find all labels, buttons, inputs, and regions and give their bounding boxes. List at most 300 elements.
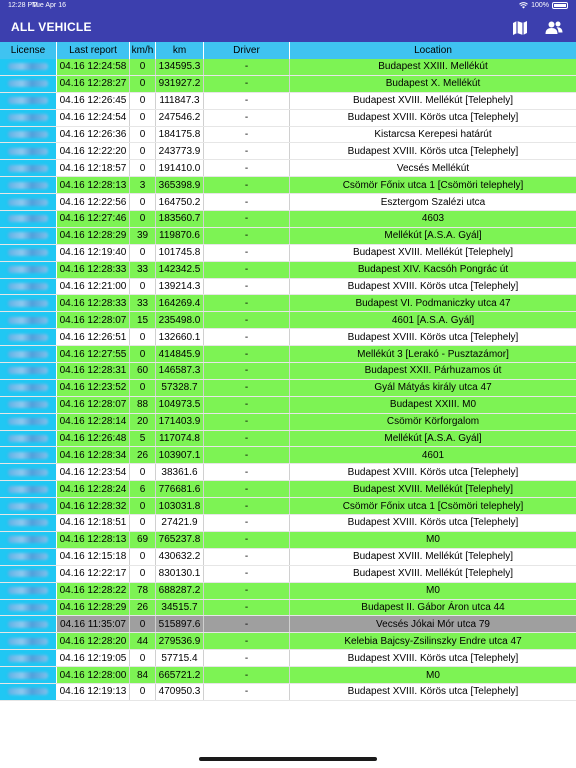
- speed-cell: 0: [130, 279, 156, 295]
- last-report-cell: 04.16 12:28:29: [57, 228, 130, 244]
- license-cell: [0, 211, 57, 227]
- license-redacted: [8, 655, 48, 662]
- status-time: 12:28 PM: [8, 2, 38, 9]
- license-cell: [0, 110, 57, 126]
- license-cell: [0, 295, 57, 311]
- table-row[interactable]: [0, 431, 576, 448]
- table-row[interactable]: [0, 279, 576, 296]
- location-cell: Budapest VI. Podmaniczky utca 47: [355, 297, 511, 309]
- odometer-cell: 38361.6: [156, 464, 204, 480]
- odometer-cell: 101745.8: [156, 245, 204, 261]
- driver-cell: -: [204, 667, 290, 683]
- location-cell: Budapest XVIII. Körös utca [Telephely]: [347, 281, 519, 293]
- license-redacted: [8, 570, 48, 577]
- last-report-cell: 04.16 12:28:29: [57, 600, 130, 616]
- license-redacted: [8, 401, 48, 408]
- odometer-cell: 243773.9: [156, 143, 204, 159]
- speed-cell: 0: [130, 194, 156, 210]
- table-row[interactable]: [0, 532, 576, 549]
- location-cell: Csömör Körforgalom: [386, 416, 480, 428]
- odometer-cell: 247546.2: [156, 110, 204, 126]
- license-redacted: [8, 215, 48, 222]
- odometer-cell: 183560.7: [156, 211, 204, 227]
- license-cell: [0, 363, 57, 379]
- license-cell: [0, 414, 57, 430]
- driver-cell: -: [204, 295, 290, 311]
- odometer-cell: 191410.0: [156, 160, 204, 176]
- odometer-cell: 776681.6: [156, 481, 204, 497]
- table-row[interactable]: [0, 363, 576, 380]
- speed-cell: 0: [130, 329, 156, 345]
- speed-cell: 0: [130, 515, 156, 531]
- license-cell: [0, 633, 57, 649]
- driver-cell: -: [204, 532, 290, 548]
- license-cell: [0, 194, 57, 210]
- license-redacted: [8, 317, 48, 324]
- table-row[interactable]: [0, 447, 576, 464]
- driver-cell: -: [204, 498, 290, 514]
- status-bar: [0, 0, 576, 13]
- last-report-cell: 04.16 12:28:13: [57, 177, 130, 193]
- speed-cell: 26: [130, 600, 156, 616]
- driver-cell: -: [204, 346, 290, 362]
- table-row[interactable]: [0, 177, 576, 194]
- speed-cell: 88: [130, 397, 156, 413]
- location-cell: M0: [426, 534, 440, 546]
- license-cell: [0, 228, 57, 244]
- header-kmh[interactable]: km/h: [130, 42, 156, 59]
- odometer-cell: 103031.8: [156, 498, 204, 514]
- odometer-cell: 171403.9: [156, 414, 204, 430]
- last-report-cell: 04.16 12:28:33: [57, 295, 130, 311]
- table-row[interactable]: [0, 211, 576, 228]
- header-location[interactable]: Location: [414, 45, 452, 56]
- table-row[interactable]: [0, 228, 576, 245]
- last-report-cell: 04.16 12:28:34: [57, 447, 130, 463]
- last-report-cell: 04.16 12:28:32: [57, 498, 130, 514]
- speed-cell: 33: [130, 295, 156, 311]
- table-row[interactable]: [0, 464, 576, 481]
- license-cell: [0, 262, 57, 278]
- driver-cell: -: [204, 228, 290, 244]
- license-redacted: [8, 249, 48, 256]
- table-row[interactable]: [0, 143, 576, 160]
- license-redacted: [8, 300, 48, 307]
- driver-cell: -: [204, 279, 290, 295]
- table-row[interactable]: [0, 59, 576, 76]
- map-icon: [510, 18, 530, 38]
- last-report-cell: 04.16 12:28:14: [57, 414, 130, 430]
- odometer-cell: 103907.1: [156, 447, 204, 463]
- driver-cell: -: [204, 110, 290, 126]
- driver-cell: -: [204, 245, 290, 261]
- speed-cell: 0: [130, 211, 156, 227]
- page-title: ALL VEHICLE: [11, 20, 92, 34]
- driver-cell: -: [204, 380, 290, 396]
- header-driver[interactable]: Driver: [204, 42, 290, 59]
- last-report-cell: 04.16 12:28:24: [57, 481, 130, 497]
- table-header: [0, 42, 576, 59]
- location-cell: 4603: [421, 213, 445, 225]
- odometer-cell: 665721.2: [156, 667, 204, 683]
- driver-cell: -: [204, 160, 290, 176]
- odometer-cell: 104973.5: [156, 397, 204, 413]
- table-row[interactable]: [0, 194, 576, 211]
- license-cell: [0, 143, 57, 159]
- table-row[interactable]: [0, 380, 576, 397]
- speed-cell: 0: [130, 549, 156, 565]
- license-redacted: [8, 182, 48, 189]
- speed-cell: 0: [130, 127, 156, 143]
- table-row[interactable]: [0, 684, 576, 701]
- speed-cell: 3: [130, 177, 156, 193]
- table-row[interactable]: [0, 650, 576, 667]
- location-cell: Budapest XVIII. Körös utca [Telephely]: [347, 331, 519, 343]
- table-row[interactable]: [0, 312, 576, 329]
- last-report-cell: 04.16 12:24:58: [57, 59, 130, 75]
- odometer-cell: 139214.3: [156, 279, 204, 295]
- license-redacted: [8, 114, 48, 121]
- last-report-cell: 04.16 12:26:48: [57, 431, 130, 447]
- home-indicator[interactable]: [199, 757, 377, 761]
- speed-cell: 69: [130, 532, 156, 548]
- odometer-cell: 164750.2: [156, 194, 204, 210]
- location-cell: M0: [426, 669, 440, 681]
- driver-cell: -: [204, 600, 290, 616]
- odometer-cell: 117074.8: [156, 431, 204, 447]
- license-cell: [0, 397, 57, 413]
- odometer-cell: 146587.3: [156, 363, 204, 379]
- odometer-cell: 279536.9: [156, 633, 204, 649]
- last-report-cell: 04.16 12:27:46: [57, 211, 130, 227]
- last-report-cell: 04.16 12:19:40: [57, 245, 130, 261]
- license-cell: [0, 329, 57, 345]
- license-redacted: [8, 469, 48, 476]
- location-cell: Vecsés Mellékút: [396, 162, 470, 174]
- license-cell: [0, 481, 57, 497]
- last-report-cell: 04.16 12:28:31: [57, 363, 130, 379]
- odometer-cell: 931927.2: [156, 76, 204, 92]
- last-report-cell: 04.16 12:24:54: [57, 110, 130, 126]
- speed-cell: 5: [130, 431, 156, 447]
- battery-percent: 100%: [531, 2, 549, 9]
- table-row[interactable]: [0, 600, 576, 617]
- driver-cell: -: [204, 76, 290, 92]
- driver-cell: -: [204, 616, 290, 632]
- odometer-cell: 430632.2: [156, 549, 204, 565]
- license-redacted: [8, 418, 48, 425]
- license-redacted: [8, 621, 48, 628]
- location-cell: Mellékút 3 [Lerakó - Pusztazámor]: [357, 348, 509, 360]
- location-cell: Budapest XXIII. M0: [389, 399, 477, 411]
- speed-cell: 0: [130, 59, 156, 75]
- license-cell: [0, 431, 57, 447]
- speed-cell: 0: [130, 110, 156, 126]
- driver-cell: -: [204, 633, 290, 649]
- speed-cell: 0: [130, 380, 156, 396]
- license-cell: [0, 346, 57, 362]
- license-redacted: [8, 553, 48, 560]
- users-button[interactable]: [544, 18, 564, 38]
- driver-cell: -: [204, 414, 290, 430]
- driver-cell: -: [204, 397, 290, 413]
- speed-cell: 0: [130, 650, 156, 666]
- driver-cell: -: [204, 262, 290, 278]
- location-cell: Budapest XVIII. Körös utca [Telephely]: [347, 686, 519, 698]
- table-row[interactable]: [0, 633, 576, 650]
- location-cell: Mellékút [A.S.A. Gyál]: [384, 230, 482, 242]
- license-cell: [0, 583, 57, 599]
- license-cell: [0, 667, 57, 683]
- speed-cell: 44: [130, 633, 156, 649]
- odometer-cell: 515897.6: [156, 616, 204, 632]
- speed-cell: 0: [130, 160, 156, 176]
- driver-cell: -: [204, 177, 290, 193]
- driver-cell: -: [204, 684, 290, 700]
- location-cell: Budapest XIV. Kacsóh Pongrác út: [357, 264, 509, 276]
- last-report-cell: 04.16 12:19:05: [57, 650, 130, 666]
- driver-cell: -: [204, 127, 290, 143]
- driver-cell: -: [204, 363, 290, 379]
- location-cell: Mellékút [A.S.A. Gyál]: [384, 433, 482, 445]
- driver-cell: -: [204, 464, 290, 480]
- last-report-cell: 04.16 12:28:33: [57, 262, 130, 278]
- license-cell: [0, 650, 57, 666]
- map-button[interactable]: [510, 18, 530, 38]
- driver-cell: -: [204, 447, 290, 463]
- last-report-cell: 04.16 12:26:36: [57, 127, 130, 143]
- license-cell: [0, 464, 57, 480]
- table-row[interactable]: [0, 566, 576, 583]
- license-redacted: [8, 80, 48, 87]
- last-report-cell: 04.16 12:26:51: [57, 329, 130, 345]
- location-cell: Budapest XVIII. Mellékút [Telephely]: [352, 247, 514, 259]
- odometer-cell: 134595.3: [156, 59, 204, 75]
- table-row[interactable]: [0, 245, 576, 262]
- location-cell: Budapest II. Gábor Áron utca 44: [361, 601, 505, 613]
- navigation-bar: [0, 13, 576, 42]
- speed-cell: 0: [130, 464, 156, 480]
- license-cell: [0, 600, 57, 616]
- speed-cell: 20: [130, 414, 156, 430]
- location-cell: Budapest XVIII. Mellékút [Telephely]: [352, 568, 514, 580]
- location-cell: Budapest XVIII. Mellékút [Telephely]: [352, 551, 514, 563]
- table-row[interactable]: [0, 667, 576, 684]
- odometer-cell: 57328.7: [156, 380, 204, 396]
- status-date: Tue Apr 16: [32, 2, 66, 9]
- last-report-cell: 04.16 12:28:20: [57, 633, 130, 649]
- location-cell: M0: [426, 585, 440, 597]
- license-redacted: [8, 232, 48, 239]
- license-cell: [0, 380, 57, 396]
- location-cell: Csömör Főnix utca 1 [Csömöri telephely]: [342, 179, 524, 191]
- license-redacted: [8, 148, 48, 155]
- speed-cell: 78: [130, 583, 156, 599]
- license-cell: [0, 549, 57, 565]
- header-license[interactable]: License: [0, 42, 57, 59]
- driver-cell: -: [204, 481, 290, 497]
- last-report-cell: 04.16 12:21:00: [57, 279, 130, 295]
- table-row[interactable]: [0, 515, 576, 532]
- location-cell: Budapest XVIII. Körös utca [Telephely]: [347, 112, 519, 124]
- license-redacted: [8, 604, 48, 611]
- table-body: [0, 59, 576, 701]
- last-report-cell: 04.16 12:28:22: [57, 583, 130, 599]
- last-report-cell: 04.16 12:22:20: [57, 143, 130, 159]
- odometer-cell: 111847.3: [156, 93, 204, 109]
- table-row[interactable]: [0, 397, 576, 414]
- license-redacted: [8, 97, 48, 104]
- speed-cell: 0: [130, 498, 156, 514]
- table-row[interactable]: [0, 329, 576, 346]
- table-row[interactable]: [0, 583, 576, 600]
- location-cell: Budapest XVIII. Mellékút [Telephely]: [352, 483, 514, 495]
- header-km[interactable]: km: [156, 42, 204, 59]
- odometer-cell: 830130.1: [156, 566, 204, 582]
- table-row[interactable]: [0, 262, 576, 279]
- odometer-cell: 470950.3: [156, 684, 204, 700]
- license-redacted: [8, 672, 48, 679]
- table-row[interactable]: [0, 481, 576, 498]
- license-cell: [0, 76, 57, 92]
- license-redacted: [8, 503, 48, 510]
- location-cell: 4601 [A.S.A. Gyál]: [391, 314, 475, 326]
- speed-cell: 15: [130, 312, 156, 328]
- driver-cell: -: [204, 515, 290, 531]
- odometer-cell: 164269.4: [156, 295, 204, 311]
- last-report-cell: 04.16 12:27:55: [57, 346, 130, 362]
- last-report-cell: 04.16 12:28:07: [57, 312, 130, 328]
- table-row[interactable]: [0, 93, 576, 110]
- license-redacted: [8, 519, 48, 526]
- speed-cell: 0: [130, 616, 156, 632]
- table-row[interactable]: [0, 414, 576, 431]
- driver-cell: -: [204, 312, 290, 328]
- driver-cell: -: [204, 549, 290, 565]
- location-cell: Gyál Mátyás király utca 47: [374, 382, 492, 394]
- license-cell: [0, 312, 57, 328]
- odometer-cell: 132660.1: [156, 329, 204, 345]
- location-cell: Esztergom Szalézi utca: [380, 196, 486, 208]
- license-redacted: [8, 165, 48, 172]
- license-cell: [0, 532, 57, 548]
- last-report-cell: 04.16 12:18:51: [57, 515, 130, 531]
- speed-cell: 6: [130, 481, 156, 497]
- table-row[interactable]: [0, 549, 576, 566]
- battery-icon: [552, 2, 568, 9]
- odometer-cell: 34515.7: [156, 600, 204, 616]
- odometer-cell: 142342.5: [156, 262, 204, 278]
- speed-cell: 0: [130, 93, 156, 109]
- speed-cell: 0: [130, 76, 156, 92]
- driver-cell: -: [204, 650, 290, 666]
- location-cell: Budapest XVIII. Körös utca [Telephely]: [347, 652, 519, 664]
- header-last-report[interactable]: Last report: [57, 42, 130, 59]
- license-cell: [0, 279, 57, 295]
- last-report-cell: 04.16 12:15:18: [57, 549, 130, 565]
- license-redacted: [8, 351, 48, 358]
- odometer-cell: 765237.8: [156, 532, 204, 548]
- speed-cell: 0: [130, 245, 156, 261]
- status-right: [519, 2, 568, 9]
- license-redacted: [8, 334, 48, 341]
- speed-cell: 39: [130, 228, 156, 244]
- last-report-cell: 04.16 12:18:57: [57, 160, 130, 176]
- location-cell: 4601: [421, 449, 445, 461]
- odometer-cell: 27421.9: [156, 515, 204, 531]
- vehicle-table: [0, 42, 576, 701]
- location-cell: Budapest XXII. Párhuzamos út: [364, 365, 502, 377]
- odometer-cell: 414845.9: [156, 346, 204, 362]
- speed-cell: 26: [130, 447, 156, 463]
- location-cell: Budapest XVIII. Körös utca [Telephely]: [347, 466, 519, 478]
- driver-cell: -: [204, 194, 290, 210]
- location-cell: Budapest XVIII. Körös utca [Telephely]: [347, 517, 519, 529]
- last-report-cell: 04.16 12:28:13: [57, 532, 130, 548]
- last-report-cell: 04.16 12:28:07: [57, 397, 130, 413]
- license-cell: [0, 160, 57, 176]
- license-cell: [0, 566, 57, 582]
- location-cell: Vecsés Jókai Mór utca 79: [376, 618, 490, 630]
- license-redacted: [8, 266, 48, 273]
- table-row[interactable]: [0, 127, 576, 144]
- speed-cell: 0: [130, 684, 156, 700]
- driver-cell: -: [204, 329, 290, 345]
- location-cell: Csömör Főnix utca 1 [Csömöri telephely]: [342, 500, 524, 512]
- license-redacted: [8, 536, 48, 543]
- table-row[interactable]: [0, 110, 576, 127]
- last-report-cell: 04.16 11:35:07: [57, 616, 130, 632]
- license-redacted: [8, 63, 48, 70]
- location-cell: Budapest XVIII. Körös utca [Telephely]: [347, 145, 519, 157]
- license-cell: [0, 498, 57, 514]
- speed-cell: 0: [130, 346, 156, 362]
- odometer-cell: 365398.9: [156, 177, 204, 193]
- license-redacted: [8, 199, 48, 206]
- last-report-cell: 04.16 12:26:45: [57, 93, 130, 109]
- last-report-cell: 04.16 12:28:00: [57, 667, 130, 683]
- license-redacted: [8, 688, 48, 695]
- last-report-cell: 04.16 12:22:17: [57, 566, 130, 582]
- odometer-cell: 688287.2: [156, 583, 204, 599]
- location-cell: Budapest XXIII. Mellékút: [378, 61, 488, 73]
- table-row[interactable]: [0, 498, 576, 515]
- location-cell: Budapest X. Mellékút: [385, 78, 481, 90]
- driver-cell: -: [204, 59, 290, 75]
- license-redacted: [8, 131, 48, 138]
- license-redacted: [8, 486, 48, 493]
- last-report-cell: 04.16 12:23:52: [57, 380, 130, 396]
- last-report-cell: 04.16 12:19:13: [57, 684, 130, 700]
- location-cell: Budapest XVIII. Mellékút [Telephely]: [352, 95, 514, 107]
- table-row[interactable]: [0, 616, 576, 633]
- license-redacted: [8, 587, 48, 594]
- table-row[interactable]: [0, 346, 576, 363]
- speed-cell: 60: [130, 363, 156, 379]
- table-row[interactable]: [0, 295, 576, 312]
- license-redacted: [8, 384, 48, 391]
- driver-cell: -: [204, 211, 290, 227]
- license-cell: [0, 447, 57, 463]
- license-redacted: [8, 638, 48, 645]
- driver-cell: -: [204, 143, 290, 159]
- license-cell: [0, 684, 57, 700]
- license-redacted: [8, 367, 48, 374]
- license-cell: [0, 245, 57, 261]
- table-row[interactable]: [0, 160, 576, 177]
- license-cell: [0, 59, 57, 75]
- table-row[interactable]: [0, 76, 576, 93]
